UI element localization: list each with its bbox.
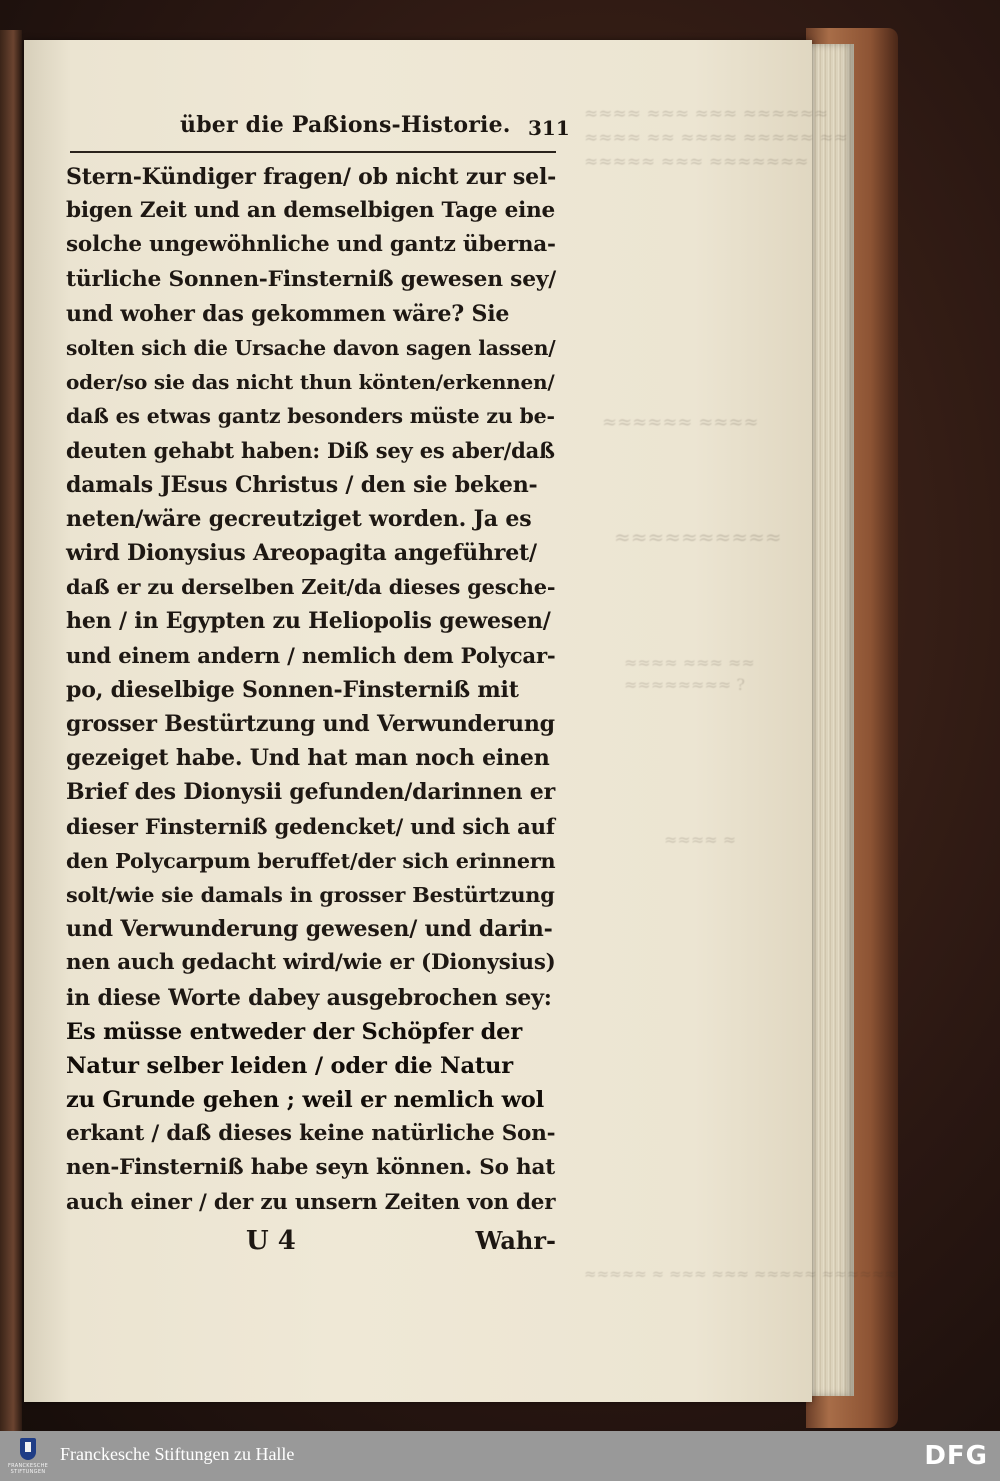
text-line: grosser Bestürtzung und Verwunderung <box>66 711 555 737</box>
text-line: solt/wie sie damals in grosser Bestürtzung <box>66 881 555 907</box>
text-line: nen-Finsterniß habe seyn können. So hat <box>66 1155 555 1181</box>
text-line: po, dieselbige Sonnen-Finsterniß mit <box>66 676 519 703</box>
text-line: Stern-Kündiger fragen/ ob nicht zur sel- <box>66 164 557 190</box>
institution-link[interactable]: Franckesche Stiftungen zu Halle <box>60 1444 295 1464</box>
text-line: in diese Worte dabey ausgebrochen sey: <box>66 984 552 1011</box>
crest-mark <box>25 1442 31 1452</box>
text-line: oder/so sie das nicht thun könten/erkennen/ <box>66 370 555 395</box>
body-text <box>66 160 566 1220</box>
text-line: deuten gehabt haben: Diß sey es aber/daß <box>66 437 555 463</box>
page-number: 311 <box>528 116 570 140</box>
viewer-footer <box>0 1431 1000 1481</box>
text-line: nen auch gedacht wird/wie er (Dionysius) <box>66 950 556 976</box>
text-line-emphasis: Natur selber leiden / oder die Natur <box>66 1052 513 1079</box>
text-line-emphasis: zu Grunde gehen ; weil er nemlich wol <box>66 1087 544 1114</box>
text-line: den Polycarpum beruffet/der sich erinnern <box>66 848 556 873</box>
catchword: Wahr- <box>475 1226 556 1255</box>
text-line: bigen Zeit und an demselbigen Tage eine <box>66 198 556 224</box>
text-line: dieser Finsterniß gedencket/ und sich auf <box>66 813 555 839</box>
show-through-text: ≈≈≈≈ ≈≈≈ ≈≈ ≈≈≈≈≈≈≈≈ ? <box>624 653 755 694</box>
text-line: solten sich die Ursache davon sagen lassen/ <box>66 335 556 360</box>
text-line: neten/wäre gecreutziget worden. Ja es <box>66 505 532 532</box>
logo-text: FRANCKESCHE STIFTUNGEN <box>8 1463 49 1475</box>
text-line: und Verwunderung gewesen/ und darin- <box>66 916 553 943</box>
francke-logo[interactable] <box>8 1436 48 1476</box>
book-cover-left <box>0 30 22 1431</box>
header-rule <box>70 151 556 153</box>
show-through-text: ≈≈≈≈ ≈ <box>664 830 737 849</box>
text-line: türliche Sonnen-Finsterniß gewesen sey/ <box>66 266 557 292</box>
dfg-logo[interactable]: DFG <box>924 1441 988 1471</box>
text-line: Brief des Dionysii gefunden/darinnen er <box>66 779 556 806</box>
text-line: erkant / daß dieses keine natürliche Son- <box>66 1121 556 1147</box>
show-through-text: ≈≈≈≈≈ ≈ ≈≈≈ ≈≈≈ ≈≈≈≈≈ ≈≈≈≈≈≈ <box>584 1265 897 1283</box>
text-line: damals JEsus Christus / den sie beken- <box>66 471 538 498</box>
text-line: auch einer / der zu unsern Zeiten von der <box>66 1189 556 1215</box>
signature-mark: U 4 <box>246 1226 296 1256</box>
text-line: hen / in Egypten zu Heliopolis gewesen/ <box>66 608 551 635</box>
show-through-text: ≈≈≈≈≈≈≈≈≈≈ <box>614 525 782 549</box>
text-line: gezeiget habe. Und hat man noch einen <box>66 745 550 772</box>
show-through-text: ≈≈≈≈ ≈≈≈ ≈≈≈ ≈≈≈≈≈≈ ≈≈≈≈ ≈≈ ≈≈≈≈ ≈≈≈≈≈ ≈≈ ≈≈≈≈≈ ≈≈≈ ≈≈≈≈≈≈≈ <box>584 104 848 172</box>
page-footer-line <box>66 1226 556 1262</box>
show-through-text: ≈≈≈≈≈≈ ≈≈≈≈ <box>602 412 759 433</box>
text-line: und einem andern / nemlich dem Polycar- <box>66 642 556 668</box>
text-line: und woher das gekommen wäre? Sie <box>66 300 510 327</box>
text-line: daß er zu derselben Zeit/da dieses gesche- <box>66 574 556 600</box>
running-title: über die Paßions-Historie. <box>180 112 511 138</box>
text-line: solche ungewöhnliche und gantz überna- <box>66 232 556 258</box>
text-line-emphasis: Es müsse entweder der Schöpfer der <box>66 1018 522 1045</box>
text-line: wird Dionysius Areopagita angeführet/ <box>66 540 537 567</box>
text-line: daß es etwas gantz besonders müste zu be- <box>66 404 555 429</box>
